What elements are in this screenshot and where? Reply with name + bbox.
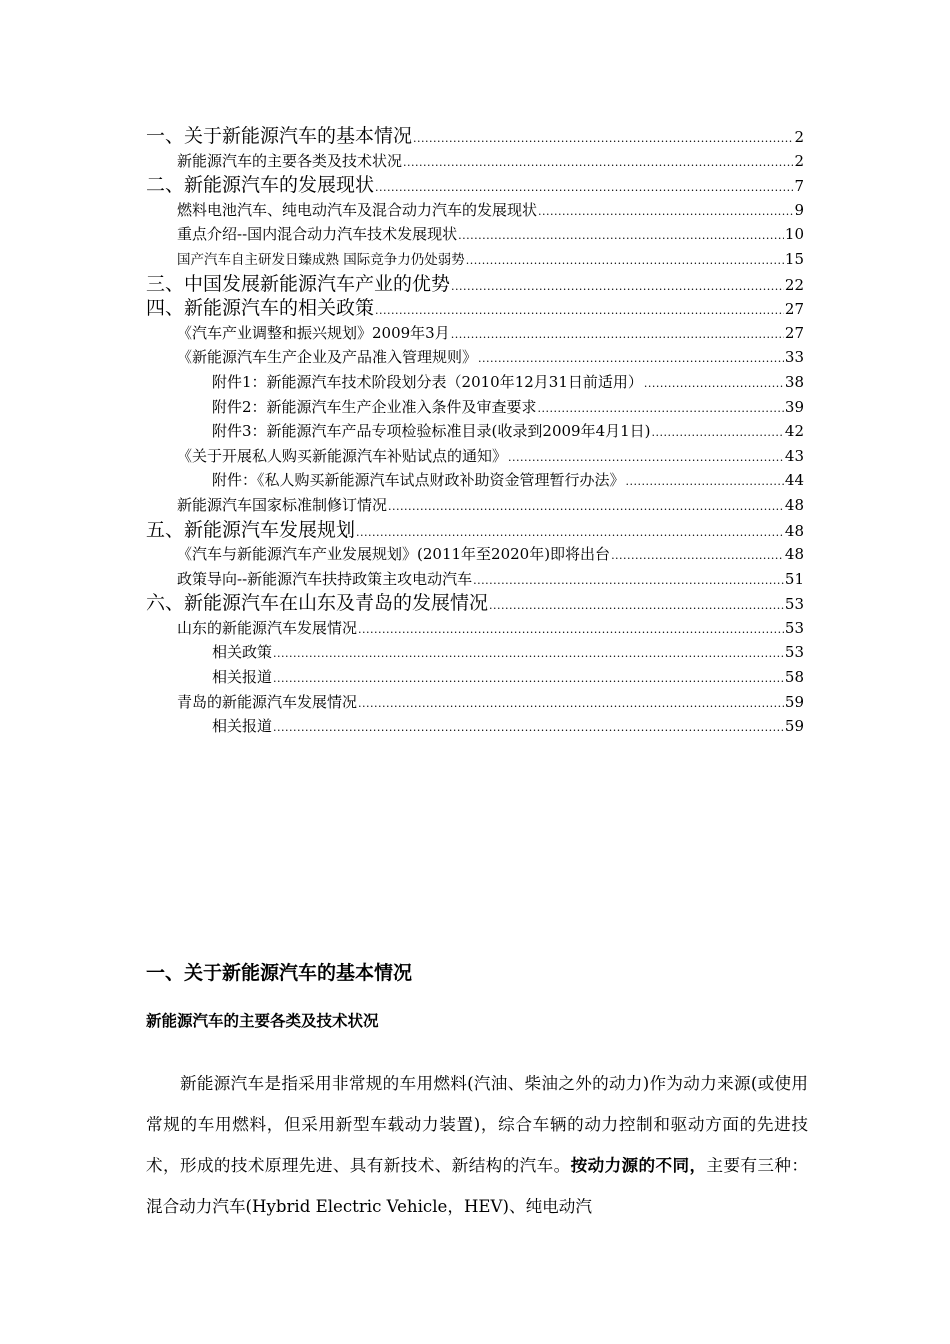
toc-entry[interactable] <box>146 370 804 395</box>
toc-page-number: 27 <box>784 323 804 342</box>
toc-entry-title: 政策导向--新能源汽车扶持政策主攻电动汽车 <box>177 569 473 588</box>
toc-entry-title: 新能源汽车国家标准制修订情况 <box>177 495 388 514</box>
toc-leader-dots <box>508 446 784 471</box>
toc-page-number: 22 <box>784 275 804 294</box>
toc-entry[interactable] <box>146 173 804 198</box>
toc-entry[interactable] <box>146 714 804 739</box>
toc-leader-dots <box>388 495 784 520</box>
toc-page-number: 2 <box>794 151 804 170</box>
toc-entry-title: 附件3：新能源汽车产品专项检验标准目录(收录到2009年4月1日) <box>212 422 651 441</box>
toc-leader-dots <box>458 224 784 249</box>
toc-leader-dots <box>611 544 784 569</box>
toc-entry-title: 三、中国发展新能源汽车产业的优势 <box>146 272 451 295</box>
toc-page-number: 59 <box>784 717 804 736</box>
toc-entry-title: 六、新能源汽车在山东及青岛的发展情况 <box>146 592 489 615</box>
toc-entry-title: 相关政策 <box>212 643 273 662</box>
toc-page-number: 2 <box>794 128 804 146</box>
toc-entry-title: 青岛的新能源汽车发展情况 <box>177 692 358 711</box>
toc-page-number: 43 <box>784 446 804 465</box>
toc-leader-dots <box>538 397 784 422</box>
toc-leader-dots <box>652 421 784 446</box>
toc-page-number: 48 <box>784 545 804 564</box>
toc-page-number: 44 <box>784 471 804 490</box>
toc-page-number: 15 <box>784 249 804 268</box>
toc-entry[interactable] <box>146 665 804 690</box>
table-of-contents <box>146 124 804 739</box>
toc-entry-title: 四、新能源汽车的相关政策 <box>146 297 375 320</box>
toc-entry[interactable] <box>146 321 804 346</box>
toc-entry[interactable] <box>146 493 804 518</box>
toc-page-number: 39 <box>784 397 804 416</box>
toc-leader-dots <box>489 594 784 619</box>
toc-leader-dots <box>403 151 793 176</box>
toc-leader-dots <box>358 618 784 643</box>
toc-entry-title: 山东的新能源汽车发展情况 <box>177 618 358 637</box>
toc-page-number: 48 <box>784 495 804 514</box>
toc-leader-dots <box>451 275 784 300</box>
toc-entry[interactable] <box>146 444 804 469</box>
toc-entry-title: 二、新能源汽车的发展现状 <box>146 174 375 197</box>
body-paragraph <box>146 1064 808 1227</box>
toc-entry-title: 相关报道 <box>212 668 273 687</box>
toc-entry-title: 国产汽车自主研发日臻成熟 国际竞争力仍处弱势 <box>177 251 465 268</box>
toc-entry[interactable] <box>146 272 804 297</box>
toc-page-number: 33 <box>784 348 804 367</box>
toc-entry-title: 新能源汽车的主要各类及技术状况 <box>177 151 403 170</box>
toc-entry[interactable] <box>146 296 804 321</box>
toc-page-number: 7 <box>794 177 804 196</box>
section-title: 一、关于新能源汽车的基本情况 <box>146 962 413 984</box>
toc-page-number: 42 <box>784 422 804 441</box>
toc-entry-title: 重点介绍--国内混合动力汽车技术发展现状 <box>177 225 458 244</box>
toc-page-number: 38 <box>784 372 804 391</box>
toc-page-number: 27 <box>784 300 804 319</box>
toc-entry-title: 《汽车与新能源汽车产业发展规划》(2011年至2020年)即将出台 <box>177 545 611 564</box>
toc-entry[interactable] <box>146 640 804 665</box>
toc-entry[interactable] <box>146 616 804 641</box>
toc-leader-dots <box>538 200 793 225</box>
toc-page-number: 48 <box>784 521 804 540</box>
toc-leader-dots <box>273 716 784 741</box>
toc-entry[interactable] <box>146 468 804 493</box>
toc-page-number: 51 <box>784 569 804 588</box>
toc-leader-dots <box>626 470 784 495</box>
toc-page-number: 53 <box>784 618 804 637</box>
toc-entry[interactable] <box>146 198 804 223</box>
toc-leader-dots <box>451 323 784 348</box>
toc-page-number: 58 <box>784 668 804 687</box>
toc-entry-title: 附件2：新能源汽车生产企业准入条件及审查要求 <box>212 397 537 416</box>
toc-entry[interactable] <box>146 395 804 420</box>
paragraph-bold-text: 按动力源的不同， <box>570 1155 707 1176</box>
paragraph-text: 新能源汽车是指采用非常规的车用燃料(汽油、柴油之外的动力)作为动力来源(或使用常规的车用燃料，但采用新型车载动力装置)，综合车辆的动力控制和驱动方面的先进技术，形成的技术原理先进、具有新技术、新结构的汽车。 <box>146 1074 808 1176</box>
toc-leader-dots <box>473 569 784 594</box>
toc-page-number: 53 <box>784 595 804 614</box>
toc-entry[interactable] <box>146 518 804 543</box>
toc-page-number: 53 <box>784 643 804 662</box>
toc-leader-dots <box>413 127 793 152</box>
toc-entry[interactable] <box>146 222 804 247</box>
toc-entry[interactable] <box>146 591 804 616</box>
toc-entry-title: 燃料电池汽车、纯电动汽车及混合动力汽车的发展现状 <box>177 200 538 219</box>
toc-entry[interactable] <box>146 149 804 174</box>
toc-page-number: 9 <box>794 200 804 219</box>
toc-leader-dots <box>273 667 784 692</box>
toc-entry[interactable] <box>146 419 804 444</box>
toc-entry-title: 附件1：新能源汽车技术阶段划分表（2010年12月31日前适用） <box>212 372 643 391</box>
toc-entry[interactable] <box>146 542 804 567</box>
subsection-title: 新能源汽车的主要各类及技术状况 <box>146 1012 379 1030</box>
toc-entry-title: 《汽车产业调整和振兴规划》2009年3月 <box>177 323 450 342</box>
toc-entry[interactable] <box>146 247 804 272</box>
toc-entry-title: 《关于开展私人购买新能源汽车补贴试点的通知》 <box>177 446 508 465</box>
toc-entry-title: 《新能源汽车生产企业及产品准入管理规则》 <box>177 348 478 367</box>
toc-entry[interactable] <box>146 567 804 592</box>
toc-leader-dots <box>466 249 784 274</box>
toc-leader-dots <box>478 347 784 372</box>
toc-entry[interactable] <box>146 345 804 370</box>
toc-page-number: 10 <box>784 225 804 244</box>
toc-leader-dots <box>358 692 784 717</box>
toc-entry[interactable] <box>146 690 804 715</box>
paragraph-text-continued: 主要有三种：混合动力汽车(Hybrid Electric Vehicle，HEV)、纯电动汽 <box>146 1156 808 1216</box>
toc-leader-dots <box>644 372 784 397</box>
toc-entry-title: 一、关于新能源汽车的基本情况 <box>146 125 413 147</box>
toc-entry[interactable] <box>146 124 804 149</box>
toc-entry-title: 附件：《私人购买新能源汽车试点财政补助资金管理暂行办法》 <box>212 471 625 490</box>
toc-leader-dots <box>273 642 784 667</box>
toc-entry-title: 五、新能源汽车发展规划 <box>146 518 356 541</box>
toc-page-number: 59 <box>784 692 804 711</box>
toc-entry-title: 相关报道 <box>212 717 273 736</box>
